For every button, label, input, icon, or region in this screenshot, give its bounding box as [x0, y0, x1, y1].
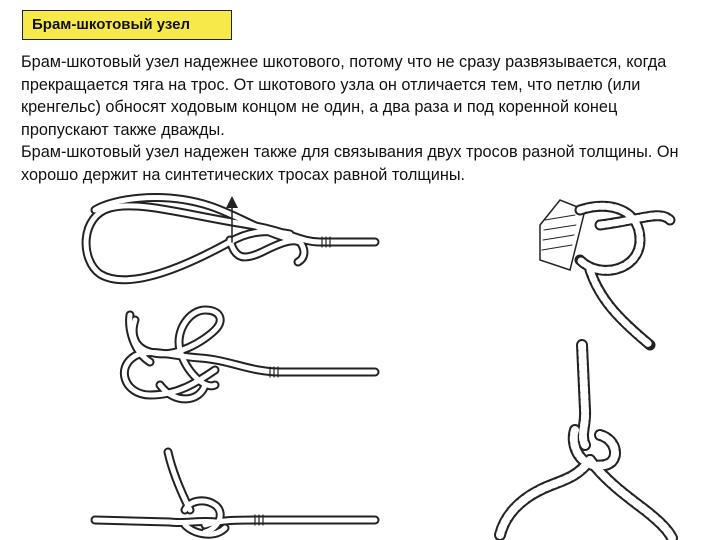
slide-body-text	[21, 51, 701, 187]
knot-step-2-illustration	[124, 310, 375, 399]
paragraph-1: Брам-шкотовый узел надежнее шкотового, потому что не сразу развязывается, когда прекращается тяга на трос. От шкотового узла он отличается тем, что петлю (или кренгельс) обносят ходовым концом не один, а два раза и под коренной конец пропускают также дважды.	[21, 53, 667, 139]
laid-rope-knot-bottom-illustration	[500, 345, 672, 538]
slide-title: Брам-шкотовый узел	[22, 10, 232, 40]
paragraph-2: Брам-шкотовый узел надежен также для связывания двух тросов разной толщины. Он хорошо держит на синтетических тросах равной толщины.	[21, 143, 679, 184]
laid-rope-knot-top-illustration	[540, 200, 670, 345]
knot-step-3-illustration	[95, 452, 375, 534]
knot-illustrations	[0, 180, 720, 540]
knot-illustrations-svg	[0, 180, 720, 540]
knot-step-1-illustration	[86, 198, 375, 280]
